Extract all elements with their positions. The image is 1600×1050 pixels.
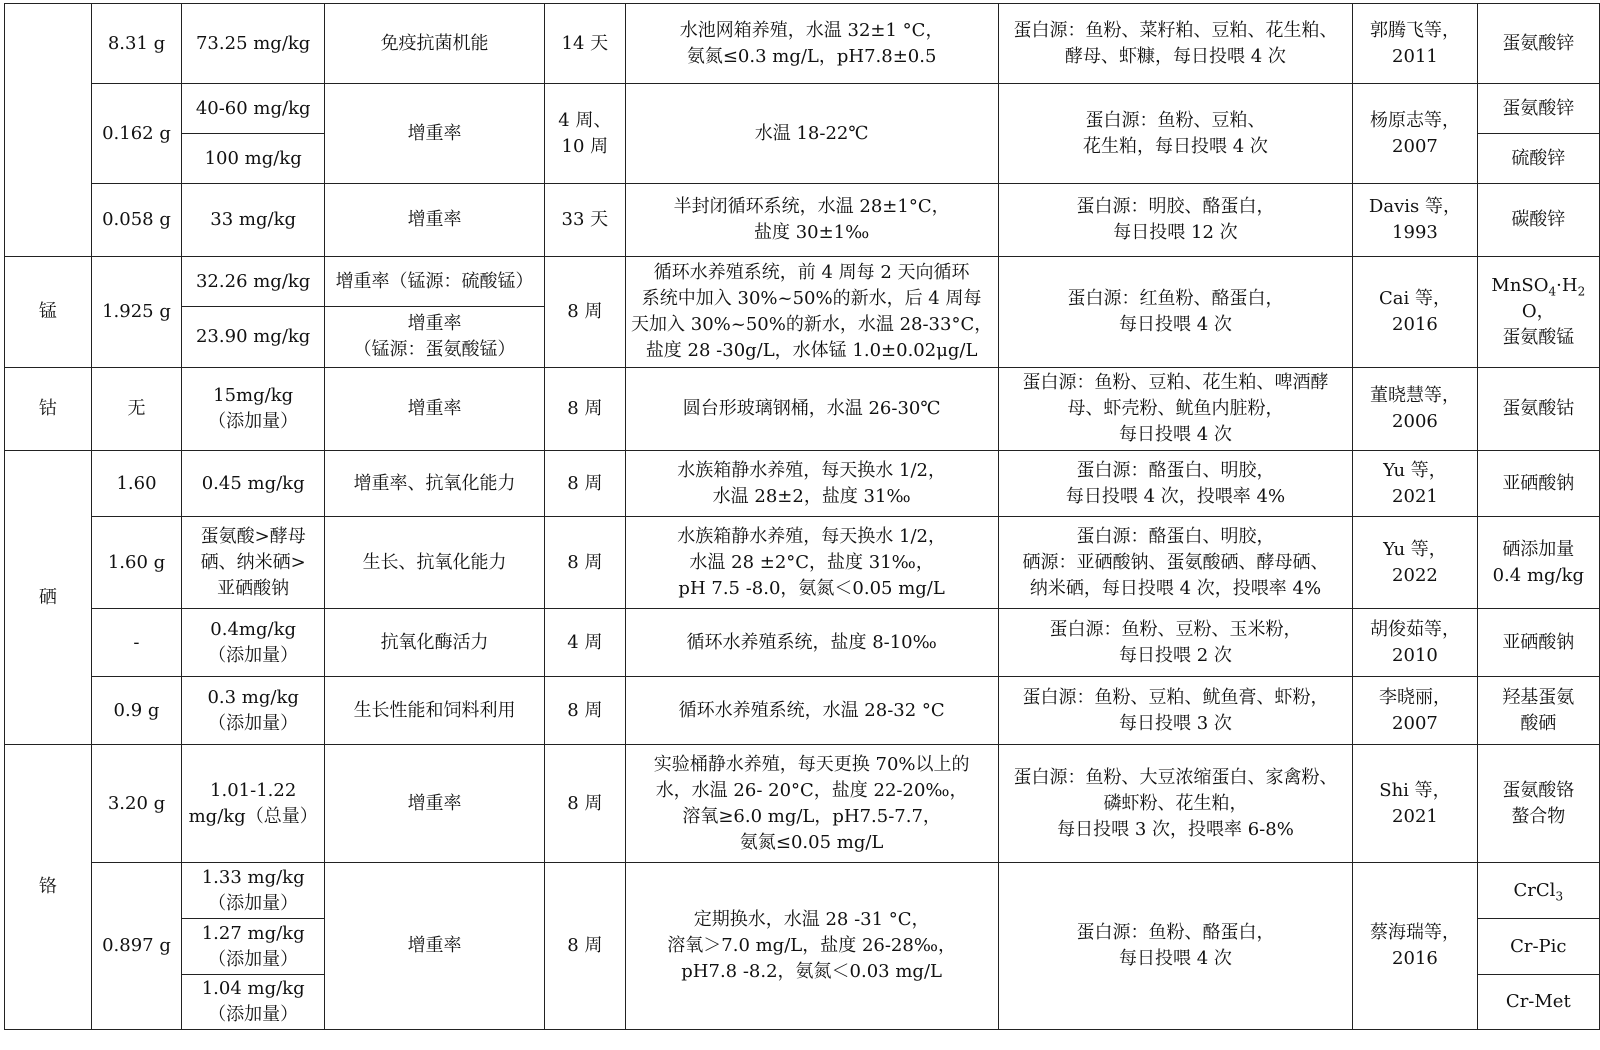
duration-cell: 8 周 — [545, 745, 626, 863]
weight-cell: 0.9 g — [91, 677, 182, 745]
form-cell: 蛋氨酸锌 — [1477, 4, 1599, 84]
duration-cell: 8 周 — [545, 368, 626, 451]
dose-cell: 32.26 mg/kg — [182, 257, 325, 307]
dose-cell: 1.04 mg/kg （添加量） — [182, 975, 325, 1030]
form-cell: Cr-Pic — [1477, 919, 1599, 975]
table-row — [5, 863, 1600, 919]
index-cell: 增重率 — [325, 84, 545, 184]
element-cell: 铬 — [5, 745, 92, 1030]
condition-cell: 水族箱静水养殖，每天换水 1/2， 水温 28±2，盐度 31‰ — [625, 451, 998, 517]
index-cell: 增重率 — [325, 368, 545, 451]
table-row — [5, 4, 1600, 84]
condition-cell: 水温 18-22℃ — [625, 84, 998, 184]
duration-cell: 8 周 — [545, 517, 626, 609]
dose-cell: 23.90 mg/kg — [182, 307, 325, 368]
condition-cell: 循环水养殖系统，前 4 周每 2 天向循环 系统中加入 30%~50%的新水，后 4 周每 天加入 30%~50%的新水，水温 28-33°C， 盐度 28 -30g/L，水体锰 1.0±0.02μg/L — [625, 257, 998, 368]
reference-cell: 蔡海瑞等， 2016 — [1353, 863, 1477, 1030]
condition-cell: 圆台形玻璃钢桶，水温 26-30℃ — [625, 368, 998, 451]
table-row — [5, 745, 1600, 863]
feed-cell: 蛋白源：鱼粉、豆粕、 花生粕，每日投喂 4 次 — [998, 84, 1353, 184]
reference-cell: 李晓丽， 2007 — [1353, 677, 1477, 745]
form-cell: 亚硒酸钠 — [1477, 451, 1599, 517]
dose-cell: 1.33 mg/kg （添加量） — [182, 863, 325, 919]
condition-cell: 循环水养殖系统，盐度 8-10‰ — [625, 609, 998, 677]
weight-cell: 1.60 g — [91, 517, 182, 609]
feed-cell: 蛋白源：鱼粉、豆粕、鱿鱼膏、虾粉， 每日投喂 3 次 — [998, 677, 1353, 745]
weight-cell: 1.925 g — [91, 257, 182, 368]
element-cell: 硒 — [5, 451, 92, 745]
dose-cell: 0.3 mg/kg （添加量） — [182, 677, 325, 745]
table-row — [5, 257, 1600, 307]
form-cell: 羟基蛋氨 酸硒 — [1477, 677, 1599, 745]
element-cell: 锰 — [5, 257, 92, 368]
duration-cell: 4 周 — [545, 609, 626, 677]
reference-cell: 胡俊茹等， 2010 — [1353, 609, 1477, 677]
feed-cell: 蛋白源：红鱼粉、酪蛋白， 每日投喂 4 次 — [998, 257, 1353, 368]
reference-cell: 董晓慧等， 2006 — [1353, 368, 1477, 451]
table-row — [5, 609, 1600, 677]
table-row — [5, 84, 1600, 134]
table-row — [5, 368, 1600, 451]
reference-cell: Shi 等， 2021 — [1353, 745, 1477, 863]
index-cell: 抗氧化酶活力 — [325, 609, 545, 677]
form-cell: 蛋氨酸钴 — [1477, 368, 1599, 451]
duration-cell: 8 周 — [545, 677, 626, 745]
form-cell: 亚硒酸钠 — [1477, 609, 1599, 677]
feed-cell: 蛋白源：明胶、酪蛋白， 每日投喂 12 次 — [998, 184, 1353, 257]
weight-cell: 无 — [91, 368, 182, 451]
form-cell: $MnSO_4\cdot H_2$ O， 蛋氨酸锰 — [1477, 257, 1599, 368]
dose-cell: 0.4mg/kg （添加量） — [182, 609, 325, 677]
weight-cell: 0.897 g — [91, 863, 182, 1030]
condition-cell: 半封闭循环系统，水温 28±1°C， 盐度 30±1‰ — [625, 184, 998, 257]
dose-cell: 15mg/kg （添加量） — [182, 368, 325, 451]
form-cell: 蛋氨酸铬 螯合物 — [1477, 745, 1599, 863]
dose-cell: 1.01-1.22 mg/kg（总量） — [182, 745, 325, 863]
feed-cell: 蛋白源：鱼粉、酪蛋白， 每日投喂 4 次 — [998, 863, 1353, 1030]
index-cell: 生长性能和饲料利用 — [325, 677, 545, 745]
duration-cell: 8 周 — [545, 451, 626, 517]
table-row — [5, 184, 1600, 257]
dose-cell: 40-60 mg/kg — [182, 84, 325, 134]
reference-cell: Yu 等， 2022 — [1353, 517, 1477, 609]
element-cell: 钴 — [5, 368, 92, 451]
index-cell: 增重率 （锰源：蛋氨酸锰） — [325, 307, 545, 368]
feed-cell: 蛋白源：鱼粉、豆粉、玉米粉， 每日投喂 2 次 — [998, 609, 1353, 677]
reference-cell: 郭腾飞等， 2011 — [1353, 4, 1477, 84]
index-cell: 免疫抗菌机能 — [325, 4, 545, 84]
form-cell: CrCl$_3$ — [1477, 863, 1599, 919]
condition-cell: 定期换水，水温 28 -31 °C， 溶氧＞7.0 mg/L，盐度 26-28‰， pH7.8 -8.2，氨氮＜0.03 mg/L — [625, 863, 998, 1030]
table-row — [5, 517, 1600, 609]
weight-cell: 3.20 g — [91, 745, 182, 863]
dose-cell: 0.45 mg/kg — [182, 451, 325, 517]
dose-cell: 蛋氨酸>酵母 硒、纳米硒> 亚硒酸钠 — [182, 517, 325, 609]
dose-cell: 73.25 mg/kg — [182, 4, 325, 84]
data-table — [4, 3, 1600, 1030]
feed-cell: 蛋白源：酪蛋白、明胶， 硒源：亚硒酸钠、蛋氨酸硒、酵母硒、 纳米硒，每日投喂 4 次，投喂率 4% — [998, 517, 1353, 609]
weight-cell: 0.162 g — [91, 84, 182, 184]
reference-cell: Davis 等， 1993 — [1353, 184, 1477, 257]
duration-cell: 4 周、 10 周 — [545, 84, 626, 184]
index-cell: 增重率 — [325, 863, 545, 1030]
condition-cell: 实验桶静水养殖，每天更换 70%以上的 水，水温 26- 20°C，盐度 22-20‰， 溶氧≥6.0 mg/L，pH7.5-7.7， 氨氮≤0.05 mg/L — [625, 745, 998, 863]
index-cell: 增重率、抗氧化能力 — [325, 451, 545, 517]
weight-cell: 1.60 — [91, 451, 182, 517]
feed-cell: 蛋白源：酪蛋白、明胶， 每日投喂 4 次，投喂率 4% — [998, 451, 1353, 517]
form-cell: 硒添加量 0.4 mg/kg — [1477, 517, 1599, 609]
reference-cell: Yu 等， 2021 — [1353, 451, 1477, 517]
condition-cell: 循环水养殖系统，水温 28-32 °C — [625, 677, 998, 745]
reference-cell: 杨原志等， 2007 — [1353, 84, 1477, 184]
index-cell: 增重率 — [325, 184, 545, 257]
weight-cell: 0.058 g — [91, 184, 182, 257]
dose-cell: 1.27 mg/kg （添加量） — [182, 919, 325, 975]
weight-cell: 8.31 g — [91, 4, 182, 84]
condition-cell: 水族箱静水养殖，每天换水 1/2， 水温 28 ±2°C，盐度 31‰， pH 7.5 -8.0，氨氮＜0.05 mg/L — [625, 517, 998, 609]
duration-cell: 33 天 — [545, 184, 626, 257]
dose-cell: 100 mg/kg — [182, 134, 325, 184]
duration-cell: 14 天 — [545, 4, 626, 84]
reference-cell: Cai 等， 2016 — [1353, 257, 1477, 368]
duration-cell: 8 周 — [545, 257, 626, 368]
weight-cell: - — [91, 609, 182, 677]
duration-cell: 8 周 — [545, 863, 626, 1030]
form-cell: 硫酸锌 — [1477, 134, 1599, 184]
index-cell: 增重率（锰源：硫酸锰） — [325, 257, 545, 307]
form-cell: 碳酸锌 — [1477, 184, 1599, 257]
dose-cell: 33 mg/kg — [182, 184, 325, 257]
index-cell: 生长、抗氧化能力 — [325, 517, 545, 609]
form-cell: Cr-Met — [1477, 975, 1599, 1030]
table-row — [5, 677, 1600, 745]
table-row — [5, 451, 1600, 517]
feed-cell: 蛋白源：鱼粉、大豆浓缩蛋白、家禽粉、 磷虾粉、花生粕， 每日投喂 3 次，投喂率 6-8% — [998, 745, 1353, 863]
feed-cell: 蛋白源：鱼粉、豆粕、花生粕、啤酒酵 母、虾壳粉、鱿鱼内脏粉， 每日投喂 4 次 — [998, 368, 1353, 451]
element-cell — [5, 4, 92, 257]
condition-cell: 水池网箱养殖，水温 32±1 °C， 氨氮≤0.3 mg/L，pH7.8±0.5 — [625, 4, 998, 84]
feed-cell: 蛋白源：鱼粉、菜籽粕、豆粕、花生粕、 酵母、虾糠，每日投喂 4 次 — [998, 4, 1353, 84]
index-cell: 增重率 — [325, 745, 545, 863]
form-cell: 蛋氨酸锌 — [1477, 84, 1599, 134]
